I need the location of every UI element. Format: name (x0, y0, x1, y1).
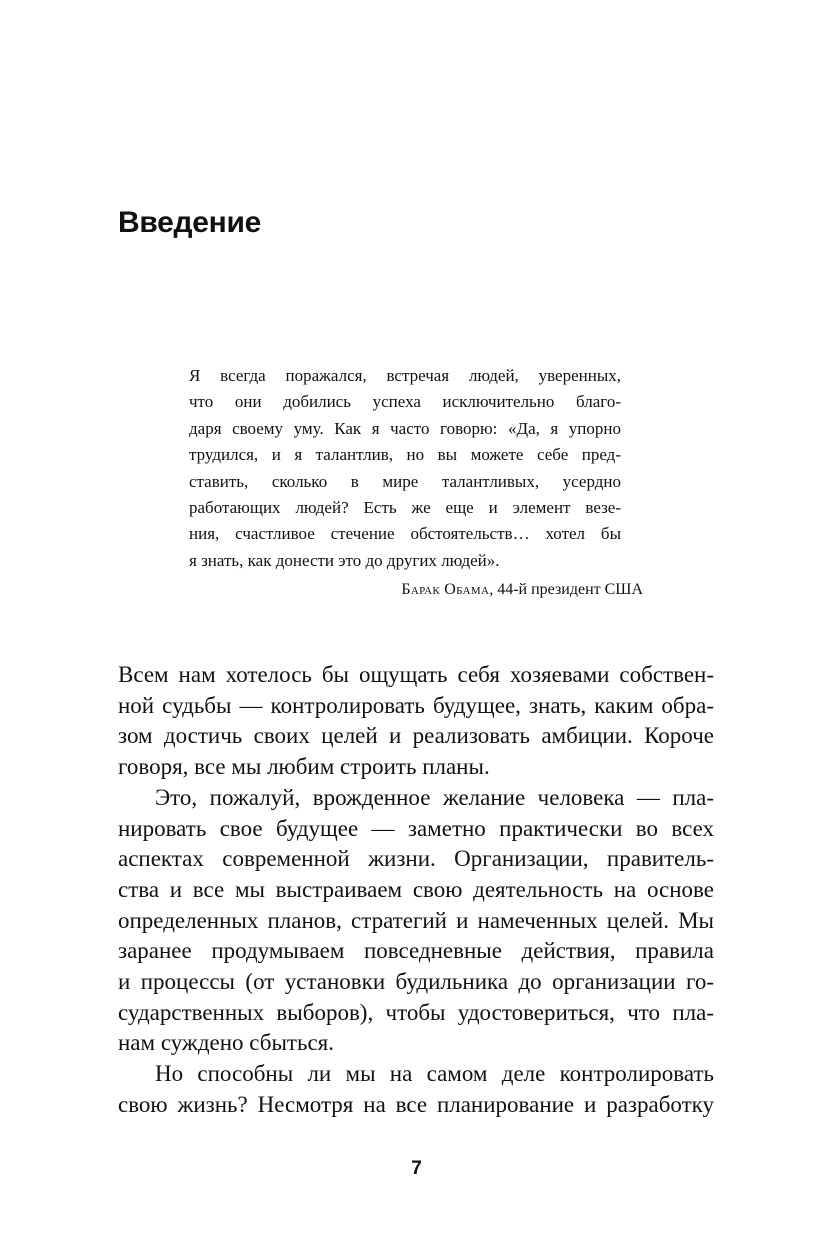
body-line: аспектах современной жизни. Организации, правитель- (118, 846, 714, 872)
epigraph-line: ния, счастливое стечение обстоятельств… хотел бы (189, 524, 621, 544)
body-line: нам суждено сбыться. (118, 1030, 335, 1056)
body-line: и процессы (от установки будильника до организации го- (118, 969, 714, 995)
body-line: свою жизнь? Несмотря на все планирование и разработку (118, 1091, 714, 1117)
epigraph-line: Я всегда поражался, встречая людей, уверенных, (189, 366, 621, 385)
chapter-title: Введение (118, 206, 261, 239)
epigraph-line: что они добились успеха исключительно благо- (189, 392, 621, 412)
body-text (118, 660, 714, 1121)
epigraph-line: трудился, и я талантлив, но вы можете себе пред- (189, 445, 621, 465)
epigraph-line: работающих людей? Есть же еще и элемент везе- (189, 498, 621, 518)
epigraph-line: даря своему уму. Как я часто говорю: «Да, я упорно (189, 418, 621, 438)
body-line: зом достичь своих целей и реализовать амбиции. Короче (118, 723, 714, 749)
body-line: ной судьбы — контролировать будущее, знать, каким обра- (118, 692, 714, 718)
body-line: ства и все мы выстраиваем свою деятельность на основе (118, 876, 714, 902)
page-number: 7 (411, 1158, 422, 1179)
body-line: Но способны ли мы на самом деле контролировать (155, 1061, 714, 1087)
body-line: Это, пожалуй, врожденное желание человека — пла- (155, 784, 714, 810)
epigraph-line: ставить, сколько в мире талантливых, усердно (189, 471, 621, 491)
epigraph-line: я знать, как донести это до других людей». (189, 550, 500, 570)
author-name: Барак Обама (401, 581, 490, 598)
body-line: говоря, все мы любим строить планы. (118, 754, 490, 780)
author-role: , 44-й президент США (489, 581, 643, 598)
epigraph-quote (189, 363, 621, 574)
body-line: определенных планов, стратегий и намеченных целей. Мы (118, 907, 714, 933)
body-line: нировать свое будущее — заметно практически во всех (118, 815, 714, 841)
body-line: заранее продумываем повседневные действия, правила (118, 938, 714, 964)
body-line: Всем нам хотелось бы ощущать себя хозяевами собствен- (118, 662, 714, 687)
body-line: сударственных выборов), чтобы удостовериться, что пла- (118, 999, 714, 1025)
epigraph-attribution (300, 578, 643, 602)
